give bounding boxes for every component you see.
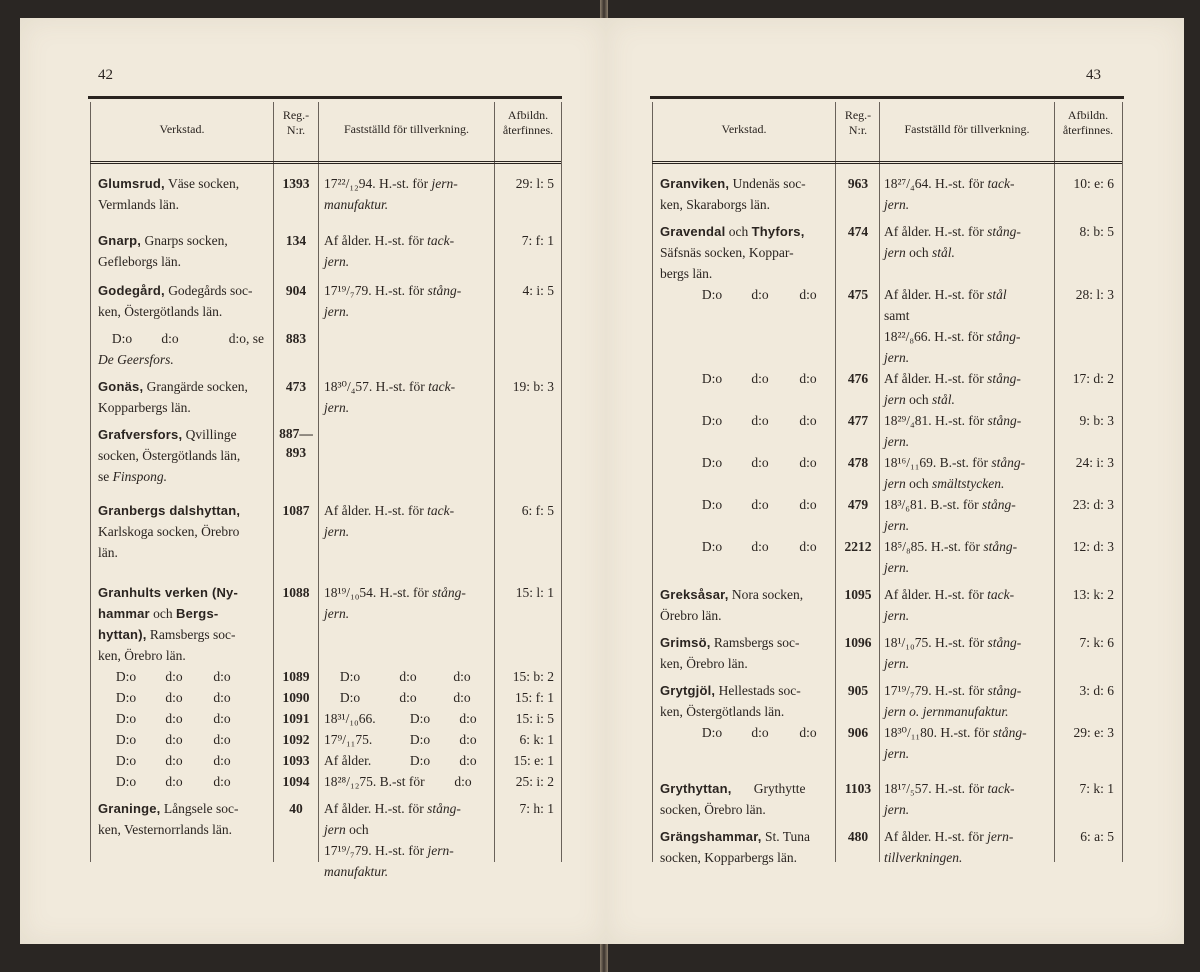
fast-text: Af ålder. H.-st. för xyxy=(884,287,988,302)
entry-text: Vermlands län. xyxy=(98,197,179,212)
column-divider xyxy=(318,102,319,862)
afbildn-ref: 8: b: 5 xyxy=(1079,224,1114,239)
reg-number: 1090 xyxy=(282,690,310,705)
entry-name: Grafversfors, xyxy=(98,427,183,442)
fast-text: jern. xyxy=(884,434,910,449)
fast-text: jern- xyxy=(987,829,1014,844)
ditto-mark: d:o xyxy=(165,711,183,726)
entry-name: Grimsö, xyxy=(660,635,711,650)
fast-text: stål. xyxy=(932,245,955,260)
ditto-mark: D:o xyxy=(111,331,133,346)
reg-number: 134 xyxy=(285,233,307,248)
fast-text: jern. xyxy=(324,400,350,415)
afbildn-ref: 9: b: 3 xyxy=(1079,413,1114,428)
entry-text: Örebro län. xyxy=(660,608,722,623)
header-text: återfinnes. xyxy=(502,123,554,137)
entry-text: Qvillinge xyxy=(182,427,237,442)
column-divider xyxy=(879,102,880,862)
afbildn-ref: 23: d: 3 xyxy=(1072,497,1114,512)
reg-number: 1096 xyxy=(844,635,872,650)
afbildn-ref: 7: k: 1 xyxy=(1079,781,1114,796)
fast-text: stång- xyxy=(987,413,1022,428)
entry-text: se xyxy=(98,469,113,484)
header-text: Afbildn. xyxy=(507,108,549,122)
fast-text: jern xyxy=(884,476,906,491)
fast-text: Af ålder. H.-st. för xyxy=(324,233,428,248)
fast-text: 17¹⁹/₇79. H.-st. för xyxy=(324,283,428,298)
ditto-mark: D:o xyxy=(115,732,137,747)
reg-number: 1093 xyxy=(282,753,310,768)
afbildn-ref: 25: i: 2 xyxy=(515,774,554,789)
ditto-mark: D:o xyxy=(339,690,361,705)
fast-text: 17¹⁹/₇79. H.-st. för xyxy=(324,843,428,858)
entry-text: Gefleborgs län. xyxy=(98,254,181,269)
fast-text: jern xyxy=(884,392,906,407)
ditto-mark: D:o xyxy=(701,539,723,554)
entry-text: Långsele soc- xyxy=(160,801,239,816)
ditto-mark: d:o xyxy=(213,711,231,726)
column-divider xyxy=(835,102,836,862)
ditto-mark: d:o xyxy=(213,669,231,684)
entry-name: Godegård, xyxy=(98,283,165,298)
entry-text: och xyxy=(725,224,752,239)
fast-text: 18³/₆81. B.-st. för xyxy=(884,497,983,512)
entry-text: socken, Örebro län. xyxy=(660,802,766,817)
ditto-mark: D:o xyxy=(409,732,431,747)
afbildn-ref: 3: d: 6 xyxy=(1079,683,1114,698)
afbildn-ref: 7: h: 1 xyxy=(519,801,554,816)
fast-text: Af ålder. H.-st. för xyxy=(324,801,428,816)
column-divider xyxy=(652,102,653,862)
fast-text: 18²⁷/₄64. H.-st. för xyxy=(884,176,988,191)
reg-number: 2212 xyxy=(844,539,872,554)
entry-name: Glumsrud, xyxy=(98,176,165,191)
ditto-mark: d:o xyxy=(165,774,183,789)
fast-text: stång- xyxy=(432,585,466,600)
ditto-mark: d:o xyxy=(751,287,769,302)
entry-text: Väse socken, xyxy=(164,176,240,191)
reg-number: 474 xyxy=(847,224,869,239)
header-text: Reg.- xyxy=(844,108,872,122)
fast-text: stång- xyxy=(427,801,461,816)
fast-text: 18¹⁹/₁₀54. H.-st. för xyxy=(324,585,433,600)
header-text: N:r. xyxy=(848,123,868,137)
ditto-mark: d:o xyxy=(165,690,183,705)
afbildn-ref: 24: i: 3 xyxy=(1075,455,1114,470)
afbildn-ref: 28: l: 3 xyxy=(1075,287,1114,302)
fast-text: smältstycken. xyxy=(932,476,1005,491)
fast-text: jern. xyxy=(324,524,350,539)
fast-text: tack- xyxy=(428,379,456,394)
right-page xyxy=(606,18,1184,944)
afbildn-ref: 29: e: 3 xyxy=(1073,725,1114,740)
fast-text: jern. xyxy=(884,560,910,575)
afbildn-ref: 17: d: 2 xyxy=(1072,371,1114,386)
reg-number: 1087 xyxy=(282,503,310,518)
fast-text: jern. xyxy=(884,608,910,623)
fast-text: tack- xyxy=(987,176,1015,191)
entry-text: Finspong. xyxy=(112,469,168,484)
ditto-mark: D:o xyxy=(409,711,431,726)
reg-number: 1091 xyxy=(282,711,310,726)
afbildn-ref: 7: f: 1 xyxy=(521,233,554,248)
reg-number: 1095 xyxy=(844,587,872,602)
fast-text: jern xyxy=(324,822,346,837)
entry-text: Säfsnäs socken, Koppar- xyxy=(660,245,794,260)
fast-text: tack- xyxy=(987,781,1015,796)
fast-text: 18⁵/₈85. H.-st. för xyxy=(884,539,984,554)
fast-text: jern. xyxy=(884,350,910,365)
reg-number: 475 xyxy=(847,287,869,302)
ditto-mark: d:o xyxy=(751,497,769,512)
fast-text: 18¹/₁₀75. H.-st. för xyxy=(884,635,988,650)
entry-name: Granhults verken (Ny- xyxy=(98,585,239,600)
fast-text: Af ålder. xyxy=(324,753,372,768)
ditto-mark: d:o xyxy=(799,725,817,740)
fast-text: jern. xyxy=(884,656,910,671)
fast-text: Af ålder. H.-st. för xyxy=(884,224,988,239)
ditto-mark: D:o xyxy=(115,753,137,768)
afbildn-ref: 10: e: 6 xyxy=(1073,176,1114,191)
entry-name: Gnarp, xyxy=(98,233,142,248)
fast-text: jern- xyxy=(427,843,454,858)
entry-text: Godegårds soc- xyxy=(164,283,253,298)
reg-number: 963 xyxy=(847,176,869,191)
left-page xyxy=(20,18,608,944)
afbildn-ref: 13: k: 2 xyxy=(1072,587,1114,602)
reg-number: 905 xyxy=(847,683,869,698)
afbildn-ref: 15: i: 5 xyxy=(515,711,554,726)
entry-name: Granbergs dalshyttan, xyxy=(98,503,241,518)
ditto-mark: d:o xyxy=(751,539,769,554)
afbildn-ref: 6: k: 1 xyxy=(519,732,554,747)
entry-text: Grangärde socken, xyxy=(143,379,248,394)
afbildn-ref: 15: b: 2 xyxy=(512,669,554,684)
entry-name: Thyfors, xyxy=(751,224,805,239)
entry-text: ken, Skaraborgs län. xyxy=(660,197,770,212)
ditto-mark: d:o xyxy=(799,455,817,470)
ditto-mark: d:o xyxy=(161,331,179,346)
fast-text: tack- xyxy=(987,587,1015,602)
fast-text: manufaktur. xyxy=(324,197,389,212)
header-underline xyxy=(90,163,561,164)
header-text: återfinnes. xyxy=(1062,123,1114,137)
ditto-mark: D:o xyxy=(701,287,723,302)
afbildn-ref: 15: f: 1 xyxy=(515,690,554,705)
header-text: N:r. xyxy=(286,123,306,137)
fast-text: och xyxy=(345,822,369,837)
fast-text: Af ålder. H.-st. för xyxy=(884,587,988,602)
fast-text: stång- xyxy=(992,725,1027,740)
ditto-mark: D:o xyxy=(339,669,361,684)
fast-text: stång- xyxy=(986,329,1021,344)
ditto-mark: D:o xyxy=(115,774,137,789)
fast-text: och xyxy=(905,476,932,491)
ditto-mark: D:o xyxy=(701,725,723,740)
fast-text: stång- xyxy=(987,635,1022,650)
fast-text: stål. xyxy=(932,392,955,407)
ditto-mark: D:o xyxy=(115,669,137,684)
entry-name: Graninge, xyxy=(98,801,161,816)
reg-number: 1094 xyxy=(282,774,310,789)
header-underline xyxy=(652,163,1122,164)
ditto-mark: D:o xyxy=(701,371,723,386)
entry-text: och xyxy=(149,606,177,621)
entry-text: ken, Vesternorrlands län. xyxy=(98,822,232,837)
ditto-mark: d:o xyxy=(213,690,231,705)
ditto-mark: d:o xyxy=(751,455,769,470)
fast-text: jern. xyxy=(324,606,350,621)
column-header-afbildn xyxy=(495,108,561,138)
entry-text: Ramsbergs soc- xyxy=(710,635,800,650)
fast-text: stång- xyxy=(987,683,1022,698)
fast-text: stål xyxy=(987,287,1007,302)
fast-text: stång- xyxy=(427,283,462,298)
ditto-mark: d:o xyxy=(459,753,477,768)
ditto-mark: d:o xyxy=(399,690,417,705)
ditto-mark: d:o xyxy=(453,669,471,684)
fast-text: tillverkningen. xyxy=(884,850,963,865)
ditto-mark: D:o xyxy=(701,413,723,428)
ditto-mark: d:o xyxy=(453,690,471,705)
fast-text: tack- xyxy=(427,503,455,518)
fast-text: jern. xyxy=(884,802,910,817)
entry-name: Granviken, xyxy=(660,176,730,191)
reg-number: 883 xyxy=(285,331,307,346)
column-header-verkstad: Verkstad. xyxy=(159,122,205,136)
entry-text: Grythytte xyxy=(753,781,806,796)
entry-text: St. Tuna xyxy=(761,829,810,844)
ditto-mark: d:o xyxy=(165,669,183,684)
ditto-mark: d:o xyxy=(751,413,769,428)
entry-text: Karlskoga socken, Örebro xyxy=(98,524,240,539)
fast-text: 17²²/₁₂94. H.-st. för xyxy=(324,176,432,191)
ditto-mark: d:o xyxy=(213,732,231,747)
reg-number: 1092 xyxy=(282,732,310,747)
column-divider xyxy=(561,102,562,862)
fast-text: och xyxy=(905,245,932,260)
reg-number: 1103 xyxy=(844,781,872,796)
column-header-reg xyxy=(274,108,318,138)
ditto-mark: d:o xyxy=(165,753,183,768)
fast-text: jern. xyxy=(324,254,350,269)
afbildn-ref: 15: e: 1 xyxy=(513,753,554,768)
entry-name: Greksåsar, xyxy=(660,587,729,602)
fast-text: 18³⁰/₁₁80. H.-st. för xyxy=(884,725,993,740)
column-divider xyxy=(90,102,91,862)
fast-text: stång- xyxy=(987,371,1021,386)
column-header-verkstad: Verkstad. xyxy=(721,122,767,136)
fast-text: jern. xyxy=(884,518,910,533)
header-text: Afbildn. xyxy=(1067,108,1109,122)
ditto-mark: d:o xyxy=(459,711,477,726)
fast-text: 18¹⁷/₅57. H.-st. för xyxy=(884,781,988,796)
ditto-mark: d:o xyxy=(213,774,231,789)
ditto-mark: d:o xyxy=(399,669,417,684)
ditto-mark: d:o xyxy=(213,753,231,768)
afbildn-ref: 6: a: 5 xyxy=(1080,829,1114,844)
fast-text: manufaktur. xyxy=(324,864,389,879)
entry-name: Gonäs, xyxy=(98,379,144,394)
ditto-mark: d:o xyxy=(165,732,183,747)
afbildn-ref: 4: i: 5 xyxy=(522,283,554,298)
entry-text: socken, Kopparbergs län. xyxy=(660,850,797,865)
entry-text: ken, Örebro län. xyxy=(660,656,748,671)
ditto-mark: D:o xyxy=(701,455,723,470)
reg-number: 479 xyxy=(847,497,869,512)
fast-text: och xyxy=(905,392,932,407)
entry-text: län. xyxy=(98,545,118,560)
column-header-afbildn xyxy=(1055,108,1121,138)
fast-text: Af ålder. H.-st. för xyxy=(324,503,428,518)
fast-text: jern- xyxy=(431,176,458,191)
entry-name: Gravendal xyxy=(660,224,726,239)
fast-text: jern. xyxy=(324,304,350,319)
fast-text: 18³¹/₁₀66. xyxy=(324,711,376,726)
fast-text: 18²²/₈66. H.-st. för xyxy=(884,329,987,344)
afbildn-ref: 7: k: 6 xyxy=(1079,635,1114,650)
ditto-mark: D:o xyxy=(701,497,723,512)
ditto-mark: d:o xyxy=(799,413,817,428)
entry-name: hyttan), xyxy=(98,627,147,642)
fast-text: stång- xyxy=(982,497,1016,512)
ditto-mark: d:o xyxy=(459,732,477,747)
entry-text: Hellestads soc- xyxy=(715,683,801,698)
reg-number: 40 xyxy=(289,801,303,816)
header-underline xyxy=(90,161,561,162)
ditto-mark: D:o xyxy=(115,711,137,726)
ditto-mark: d:o xyxy=(751,371,769,386)
afbildn-ref: 19: b: 3 xyxy=(512,379,554,394)
reg-number: 1088 xyxy=(282,585,310,600)
ditto-mark: d:o, se xyxy=(228,331,264,346)
fast-text: jern. xyxy=(884,197,910,212)
header-text: Reg.- xyxy=(282,108,310,122)
ditto-mark: d:o xyxy=(751,725,769,740)
fast-text: stång- xyxy=(987,224,1021,239)
ditto-mark: d:o xyxy=(799,539,817,554)
entry-text: Undenäs soc- xyxy=(729,176,806,191)
reg-number: 480 xyxy=(847,829,869,844)
reg-number: 1089 xyxy=(282,669,310,684)
reg-number: 478 xyxy=(847,455,869,470)
header-underline xyxy=(652,161,1122,162)
fast-text: 18²⁸/₁₂75. B.-st för xyxy=(324,774,425,789)
column-header-faststald: Fastställd för tillverkning. xyxy=(904,122,1030,136)
reg-number: 477 xyxy=(847,413,869,428)
reg-number: 1393 xyxy=(282,176,310,191)
entry-text: bergs län. xyxy=(660,266,713,281)
entry-text: Nora socken, xyxy=(728,587,804,602)
entry-name: Grängshammar, xyxy=(660,829,762,844)
reg-number: 906 xyxy=(847,725,869,740)
reg-number: 904 xyxy=(285,283,307,298)
fast-text: 18³⁰/₄57. H.-st. för xyxy=(324,379,429,394)
header-rule xyxy=(88,96,562,99)
entry-text: ken, Östergötlands län. xyxy=(660,704,785,719)
fast-text: stång- xyxy=(991,455,1026,470)
fast-text: jern. xyxy=(884,746,910,761)
page-number: 42 xyxy=(98,67,113,83)
afbildn-ref: 15: l: 1 xyxy=(515,585,554,600)
reg-number: 473 xyxy=(285,379,307,394)
ditto-mark: d:o xyxy=(799,287,817,302)
page-number: 43 xyxy=(1086,67,1101,83)
fast-text: Af ålder. H.-st. för xyxy=(884,371,988,386)
fast-text: Af ålder. H.-st. för xyxy=(884,829,988,844)
entry-text: De Geersfors. xyxy=(98,352,174,367)
entry-text: socken, Östergötlands län, xyxy=(98,448,241,463)
fast-text: tack- xyxy=(427,233,455,248)
reg-number: 887— xyxy=(279,426,313,441)
column-header-reg xyxy=(836,108,880,138)
fast-text: samt xyxy=(884,308,910,323)
ditto-mark: D:o xyxy=(409,753,431,768)
column-header-faststald: Fastställd för tillverkning. xyxy=(344,122,469,136)
entry-text: Kopparbergs län. xyxy=(98,400,191,415)
fast-text: 18²⁹/₄81. H.-st. för xyxy=(884,413,988,428)
entry-text: Gnarps socken, xyxy=(141,233,228,248)
afbildn-ref: 29: l: 5 xyxy=(515,176,554,191)
entry-text: ken, Örebro län. xyxy=(98,648,186,663)
entry-name: Grytgjöl, xyxy=(660,683,716,698)
ditto-mark: D:o xyxy=(115,690,137,705)
fast-text: stång- xyxy=(983,539,1018,554)
afbildn-ref: 6: f: 5 xyxy=(521,503,554,518)
fast-text: jern xyxy=(884,245,906,260)
reg-number: 893 xyxy=(285,445,307,460)
entry-text: ken, Östergötlands län. xyxy=(98,304,223,319)
fast-text: 17⁹/₁₁75. xyxy=(324,732,373,747)
ditto-mark: d:o xyxy=(799,371,817,386)
entry-name: Bergs- xyxy=(176,606,219,621)
column-divider xyxy=(1122,102,1123,862)
ditto-mark: d:o xyxy=(799,497,817,512)
header-rule xyxy=(650,96,1124,99)
entry-name: Grythyttan, xyxy=(660,781,732,796)
entry-name: hammar xyxy=(98,606,150,621)
fast-text: 17¹⁹/₇79. H.-st. för xyxy=(884,683,988,698)
reg-number: 476 xyxy=(847,371,869,386)
afbildn-ref: 12: d: 3 xyxy=(1072,539,1114,554)
entry-text: Ramsbergs soc- xyxy=(146,627,236,642)
fast-text: jern o. jernmanufaktur. xyxy=(884,704,1009,719)
fast-text: 18¹⁶/₁₁69. B.-st. för xyxy=(884,455,992,470)
ditto-mark: d:o xyxy=(454,774,472,789)
